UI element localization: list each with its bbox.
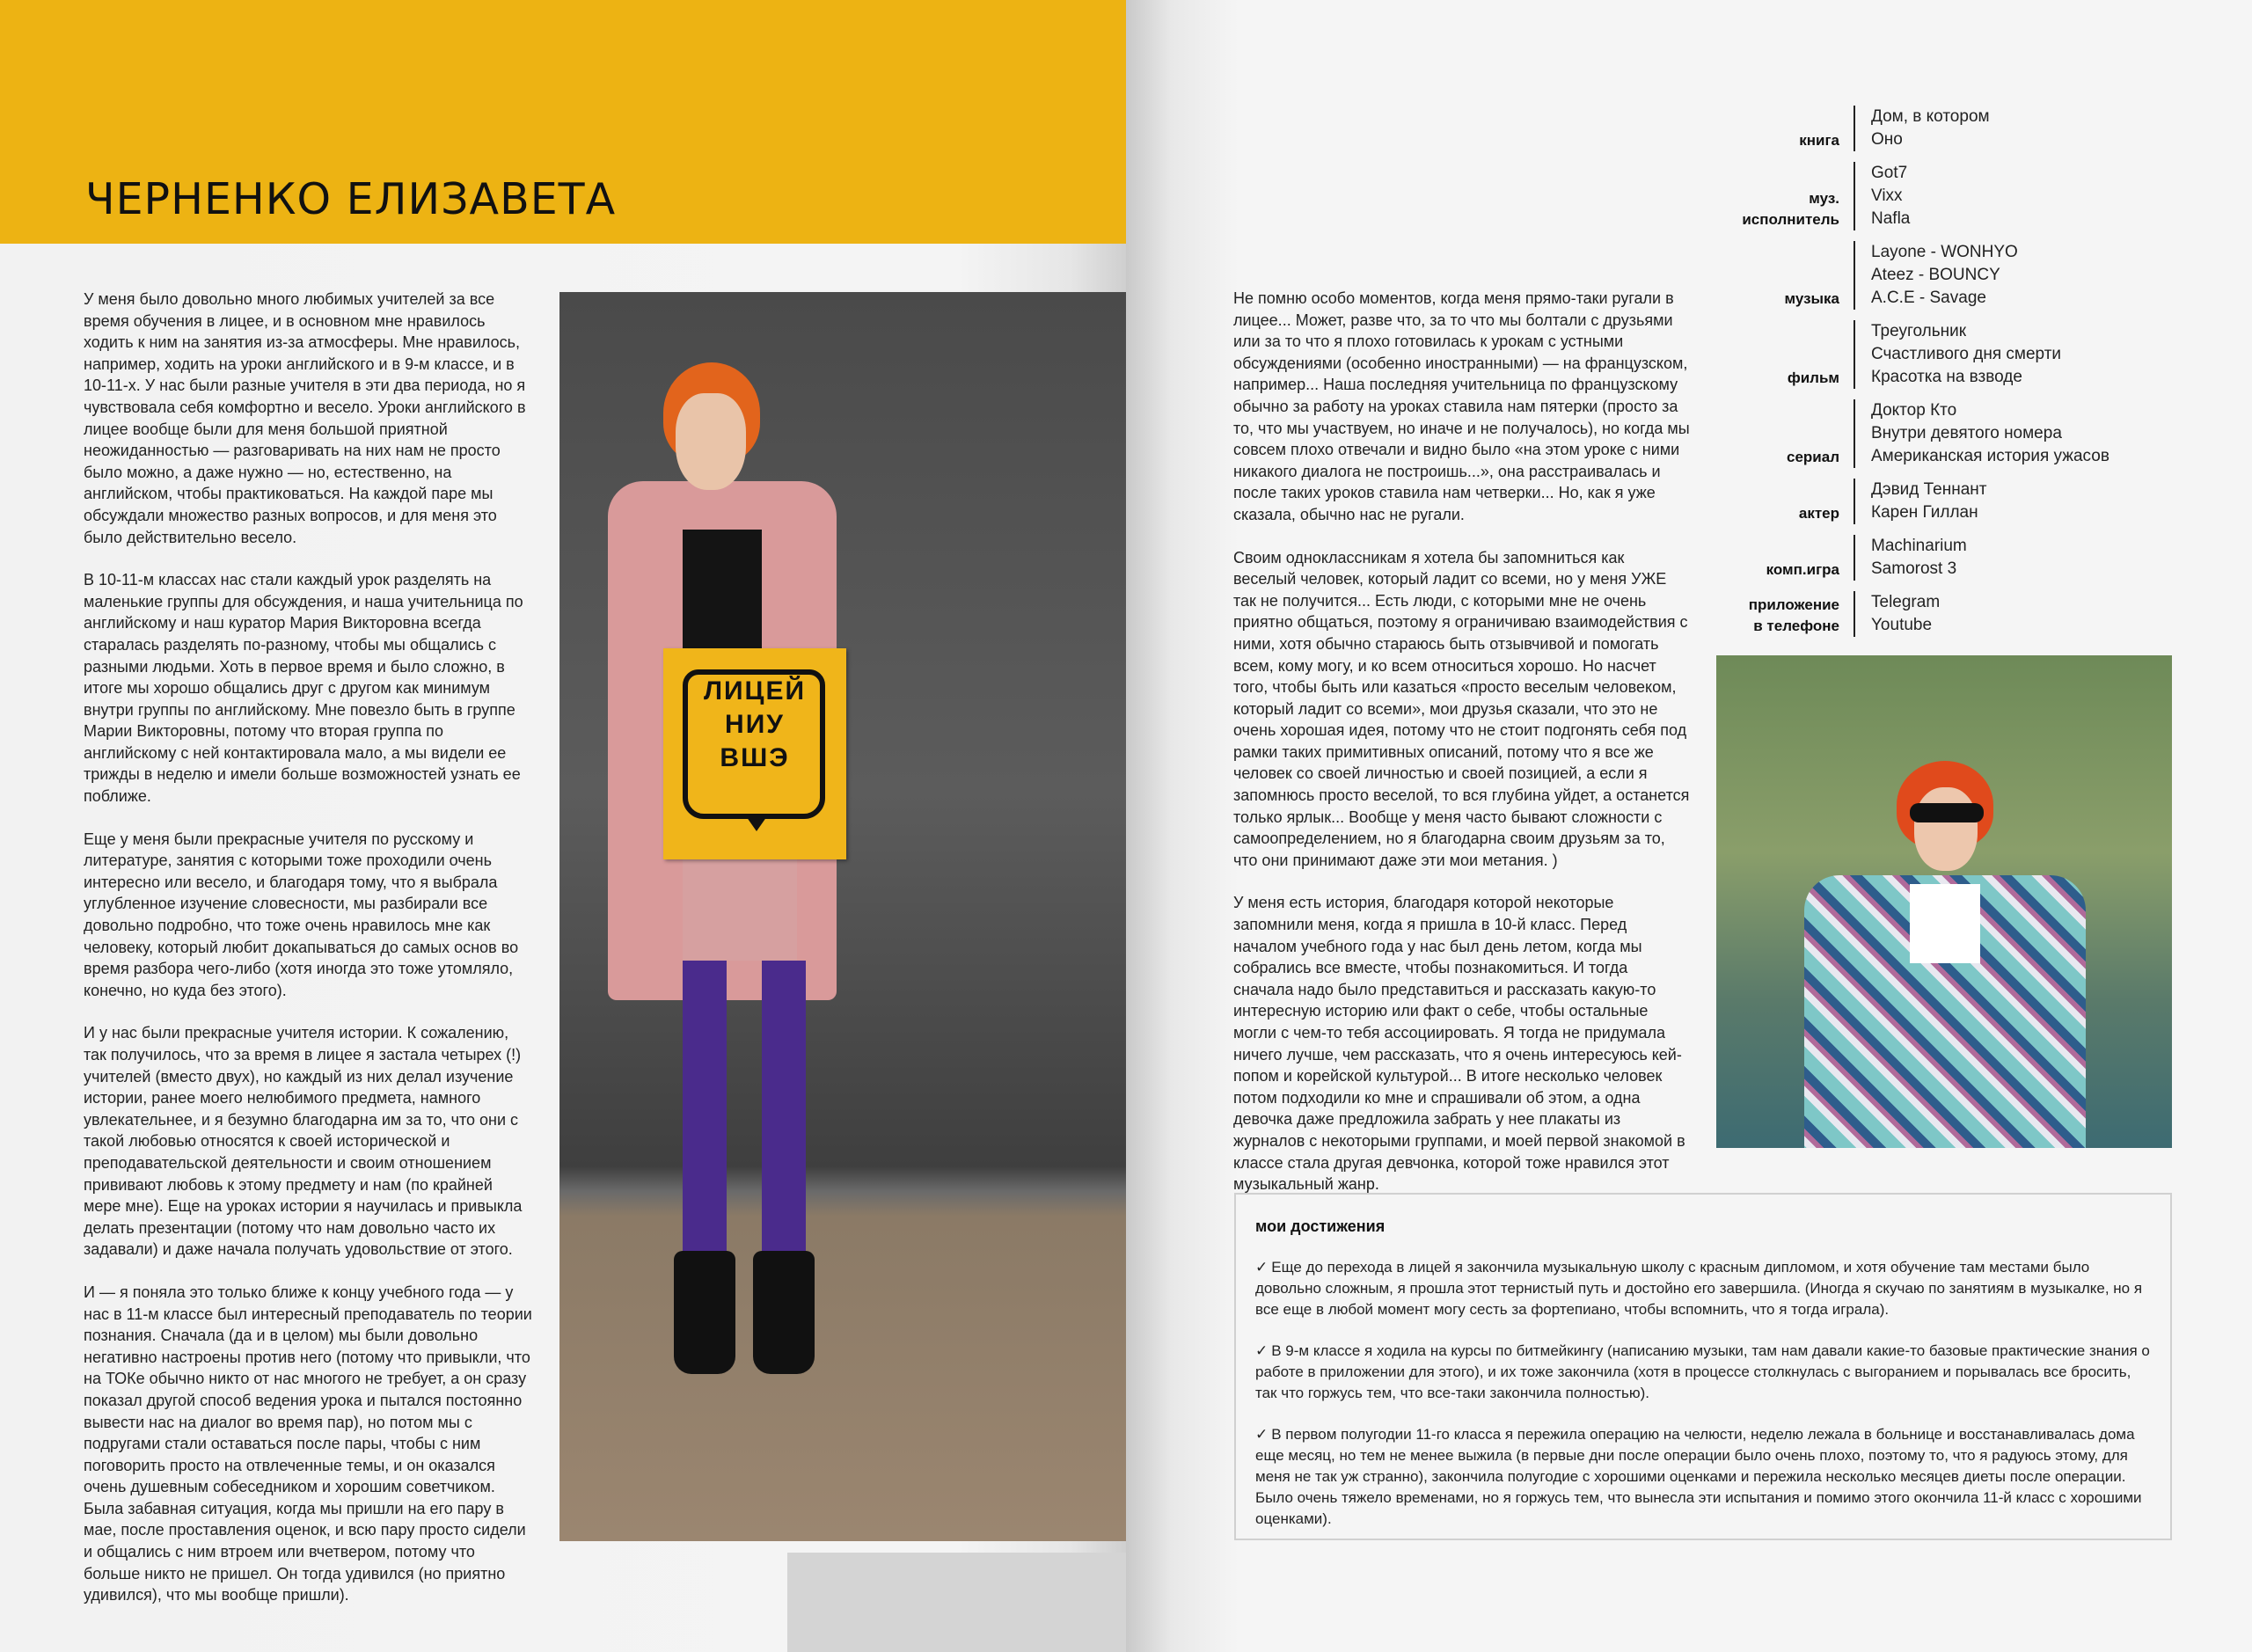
favorites-label: муз. исполнитель (1742, 190, 1839, 228)
logo-line: ЛИЦЕЙ (703, 676, 807, 705)
favorites-values: Треугольник Счастливого дня смерти Красотка на взводе (1854, 320, 2061, 389)
paragraph: И у нас были прекрасные учителя истории. К сожалению, так получилось, что за время в лицее я застала четырех (!) учителей (вместо двух), но каждый из них делал изучение истории, ранее моего нелюбимого предмета, намного увлекательнее, и я безумно благодарна им за то, что они с такой любовью относятся к своей исторической и преподавательской деятельности и своим отношением прививают любовь к этому предмету и нам (по крайней мере мне). Еще на уроках истории я научилась и привыкла делать презентации (потому что нам довольно часто их задавали) и даже начала получать удовольствие от этого. (84, 1024, 523, 1259)
favorites-label: комп.игра (1766, 561, 1839, 578)
logo-line: НИУ (725, 710, 785, 739)
favorites-label: сериал (1787, 449, 1839, 465)
paragraph: Не помню особо моментов, когда меня прямо-таки ругали в лицее... Может, разве что, за то что мы болтали с друзьями или за то что я плохо готовилась к урокам с устными обсуждениями (особенно иностранными) — на французском, например... Наша последняя учительница по французскому обычно за работу на уроках ставила нам пятерки (просто за то, что мы участвуем, но иначе и не получалось), но когда мы совсем плохо отвечали и видно было «на этом уроке с ними никакого диалога не построишь...», она расстраивалась и после таких уроков ставила нам четверки... Но, как я уже сказала, обычно нас не ругали. (1233, 289, 1690, 523)
paragraph: И — я поняла это только ближе к концу учебного года — у нас в 11-м классе был интересный преподаватель по теории познания. Сначала (да и в целом) мы были довольно негативно настроены против него (потому что привыкли, что на ТОКе обычно никто от нас многого не требует, а он сразу показал другой способ ведения урока и пытался постоянно вывести нас на диалог во время пар), но потом мы с подругами стали оставаться после пары, чтобы с ним поговорить просто на отвлеченные темы, и он оказался очень душевным собеседником и хорошим советчиком. Была забавная ситуация, когда мы пришли на его пару в мае, после проставления оценок, и всю пару просто сидели и общались с ним втроем или вчетвером, потому что больше никто не пришел. Он тогда удивился (но приятно удивился), что мы вообще пришли). (84, 1283, 532, 1604)
favorites-values: Доктор Кто Внутри девятого номера Американская история ужасов (1854, 399, 2109, 468)
favorites-values: Telegram Youtube (1854, 591, 1940, 637)
photo-sunglasses-shape (1910, 803, 1984, 822)
favorites-values: Machinarium Samorost 3 (1854, 535, 1967, 581)
photo-face-shape (676, 393, 746, 490)
logo-line: ВШЭ (720, 743, 790, 772)
photo-boot-shape (753, 1251, 815, 1374)
favorites-values: Дом, в котором Оно (1854, 106, 1990, 151)
paragraph: У меня было довольно много любимых учителей за все время обучения в лицее, и в основном мне нравилось ходить к ним на занятия из-за атмосферы. Мне нравилось, например, ходить на уроки английского и в 9-м классе, и в 10-11-х. У нас были разные учителя в эти два периода, но я чувствовала себя комфортно и весело. Уроки английского в лицее вообще были для меня большой приятной неожиданностью — разговаривать на них нам не просто было можно, а даже нужно — но, естественно, на английском, чтобы практиковаться. На каждой паре мы обсуждали множество разных вопросов, и для меня это было действительно весело. (84, 290, 526, 546)
favorites-label: приложение в телефоне (1748, 596, 1839, 634)
achievements-box (1234, 1193, 2172, 1540)
checkmark-icon: ✓ (1255, 1342, 1269, 1360)
photo-face-shape (1914, 787, 1978, 871)
outdoor-photo (1716, 655, 2172, 1148)
favorites-label: актер (1798, 505, 1839, 522)
favorites-label: музыка (1784, 290, 1839, 307)
shield-tail-icon (744, 814, 769, 831)
favorites-row (1676, 479, 2168, 524)
paragraph: Еще у меня были прекрасные учителя по русскому и литературе, занятия с которыми тоже проходили очень интересно или весело, и благодаря тому, что я выбрала углубленное изучение словесности, мы разбирали все довольно подробно, что тоже очень нравилось мне как человеку, который любит докапываться до самых основ во время разбора чего-либо (хотя иногда это тоже утомляло, конечно, но куда без этого). (84, 830, 519, 999)
background-floor (787, 1553, 1126, 1652)
lyceum-logo-sign (663, 648, 846, 859)
photo-shirt-shape (683, 530, 762, 662)
left-text-column (84, 289, 534, 1627)
portrait-photo (559, 292, 1126, 1541)
right-text-column (1233, 288, 1691, 1217)
favorites-label: фильм (1787, 369, 1839, 386)
paragraph: Своим одноклассникам я хотела бы запомниться как веселый человек, который ладит со всеми, но у меня УЖЕ так не получится... Есть люди, с которыми мне не очень приятно общаться, поэтому я ограничиваю взаимодействия с ними, хотя обычно стараюсь быть отзывчивой и помогать всем, кому могу, и ко всем относиться хорошо. Но насчет того, чтобы быть или казаться «просто веселым человеком, который ладит со всеми», мои друзья сказали, что это не очень хорошая идея, потому что не стоит подгонять себя под рамки таких примитивных описаний, потому что я все же человек со своей личностью и своей позицией, а если я запомнюсь просто веселой, то вся глубина уйдет, а останется только ярлык... Вообще у меня часто бывают сложности с самоопределением, но я благодарна своим друзьям за то, что они принимают даже эти мои метания. ) (1233, 548, 1690, 869)
achievements-title: мои достижения (1255, 1217, 1386, 1235)
photo-leg-shape (683, 961, 727, 1251)
achievement-item: ✓ Еще до перехода в лицей я закончила музыкальную школу с красным дипломом, и хотя обучение там местами было довольно сложным, я прошла этот тернистый путь и достойно его завершила. (Иногда я скучаю по занятиям в музыкалке, но я все еще в любой момент могу сесть за фортепиано, чтобы вспомнить, что я тогда играла). (1255, 1259, 2143, 1318)
favorites-row (1676, 320, 2168, 389)
favorites-values: Дэвид Теннант Карен Гиллан (1854, 479, 1987, 524)
favorites-row (1676, 106, 2168, 151)
achievement-item: ✓ В первом полугодии 11-го класса я пережила операцию на челюсти, неделю лежала в больнице и восстанавливалась дома еще месяц, но тем не менее выжила (в первые дни после операции было очень плохо, поэтому то, что я радуюсь этому, для меня не так уж странно), закончила полугодие с хорошими оценками и пережила несколько месяцев диеты после операции. Было очень тяжело временами, но я горжусь тем, что вынесла эти испытания и помимо этого окончила 11-й класс с хорошими оценками). (1255, 1426, 2142, 1527)
photo-leg-shape (762, 961, 806, 1251)
paragraph: У меня есть история, благодаря которой некоторые запомнили меня, когда я пришла в 10-й класс. Перед началом учебного года у нас был день летом, когда мы собрались все вместе, чтобы познакомиться. И тогда сначала надо было представиться и рассказать какую-то интересную историю или факт о себе, чтобы остальные могли с чем-то тебя ассоциировать. Я тогда не придумала ничего лучше, чем рассказать, что я очень интересуюсь кей-попом и корейской культурой... В итоге несколько человек потом подходили ко мне и спрашивали об этом, а одна девочка даже предложила забрать у нее плакаты из журналов с некоторыми группами, и моей первой знакомой в классе стала другая девчонка, которой тоже нравился этот музыкальный жанр. (1233, 894, 1685, 1194)
favorites-label: книга (1799, 132, 1839, 149)
favorites-table (1676, 106, 2168, 647)
favorites-row (1676, 591, 2168, 637)
photo-boot-shape (674, 1251, 735, 1374)
student-name-title: ЧЕРНЕНКО ЕЛИЗАВЕТА (85, 174, 617, 224)
achievement-item: ✓ В 9-м классе я ходила на курсы по битмейкингу (написанию музыки, там нам давали какие-то базовые практические знания о работе в приложении для этого), и их тоже закончила (хотя в процессе столкнулась с выгоранием и порывалась все бросить, так что горжусь тем, что все-таки закончила полностью). (1255, 1342, 2150, 1401)
favorites-row (1676, 241, 2168, 310)
logo-text (663, 675, 846, 775)
paragraph: В 10-11-м классах нас стали каждый урок разделять на маленькие группы для обсуждения, и наша учительница по английскому и наш куратор Мария Викторовна всегда старалась разделять по-разному, чтобы мы общались с разными людьми. Хоть в первое время и было сложно, в итоге мы хорошо общались друг с другом как минимум внутри группы по английскому. Мне повезло быть в группе Марии Викторовны, потому что вторая группа по английскому с ней контактировала мало, а мы видели ее трижды в неделю и имели больше возможностей узнать ее поближе. (84, 571, 523, 806)
checkmark-icon: ✓ (1255, 1426, 1269, 1444)
photo-top-shape (1910, 884, 1980, 963)
favorites-row (1676, 162, 2168, 230)
favorites-row (1676, 535, 2168, 581)
favorites-row (1676, 399, 2168, 468)
favorites-values: Layone - WONHYO Ateez - BOUNCY A.C.E - Savage (1854, 241, 2018, 310)
favorites-values: Got7 Vixx Nafla (1854, 162, 1910, 230)
checkmark-icon: ✓ (1255, 1259, 1269, 1276)
